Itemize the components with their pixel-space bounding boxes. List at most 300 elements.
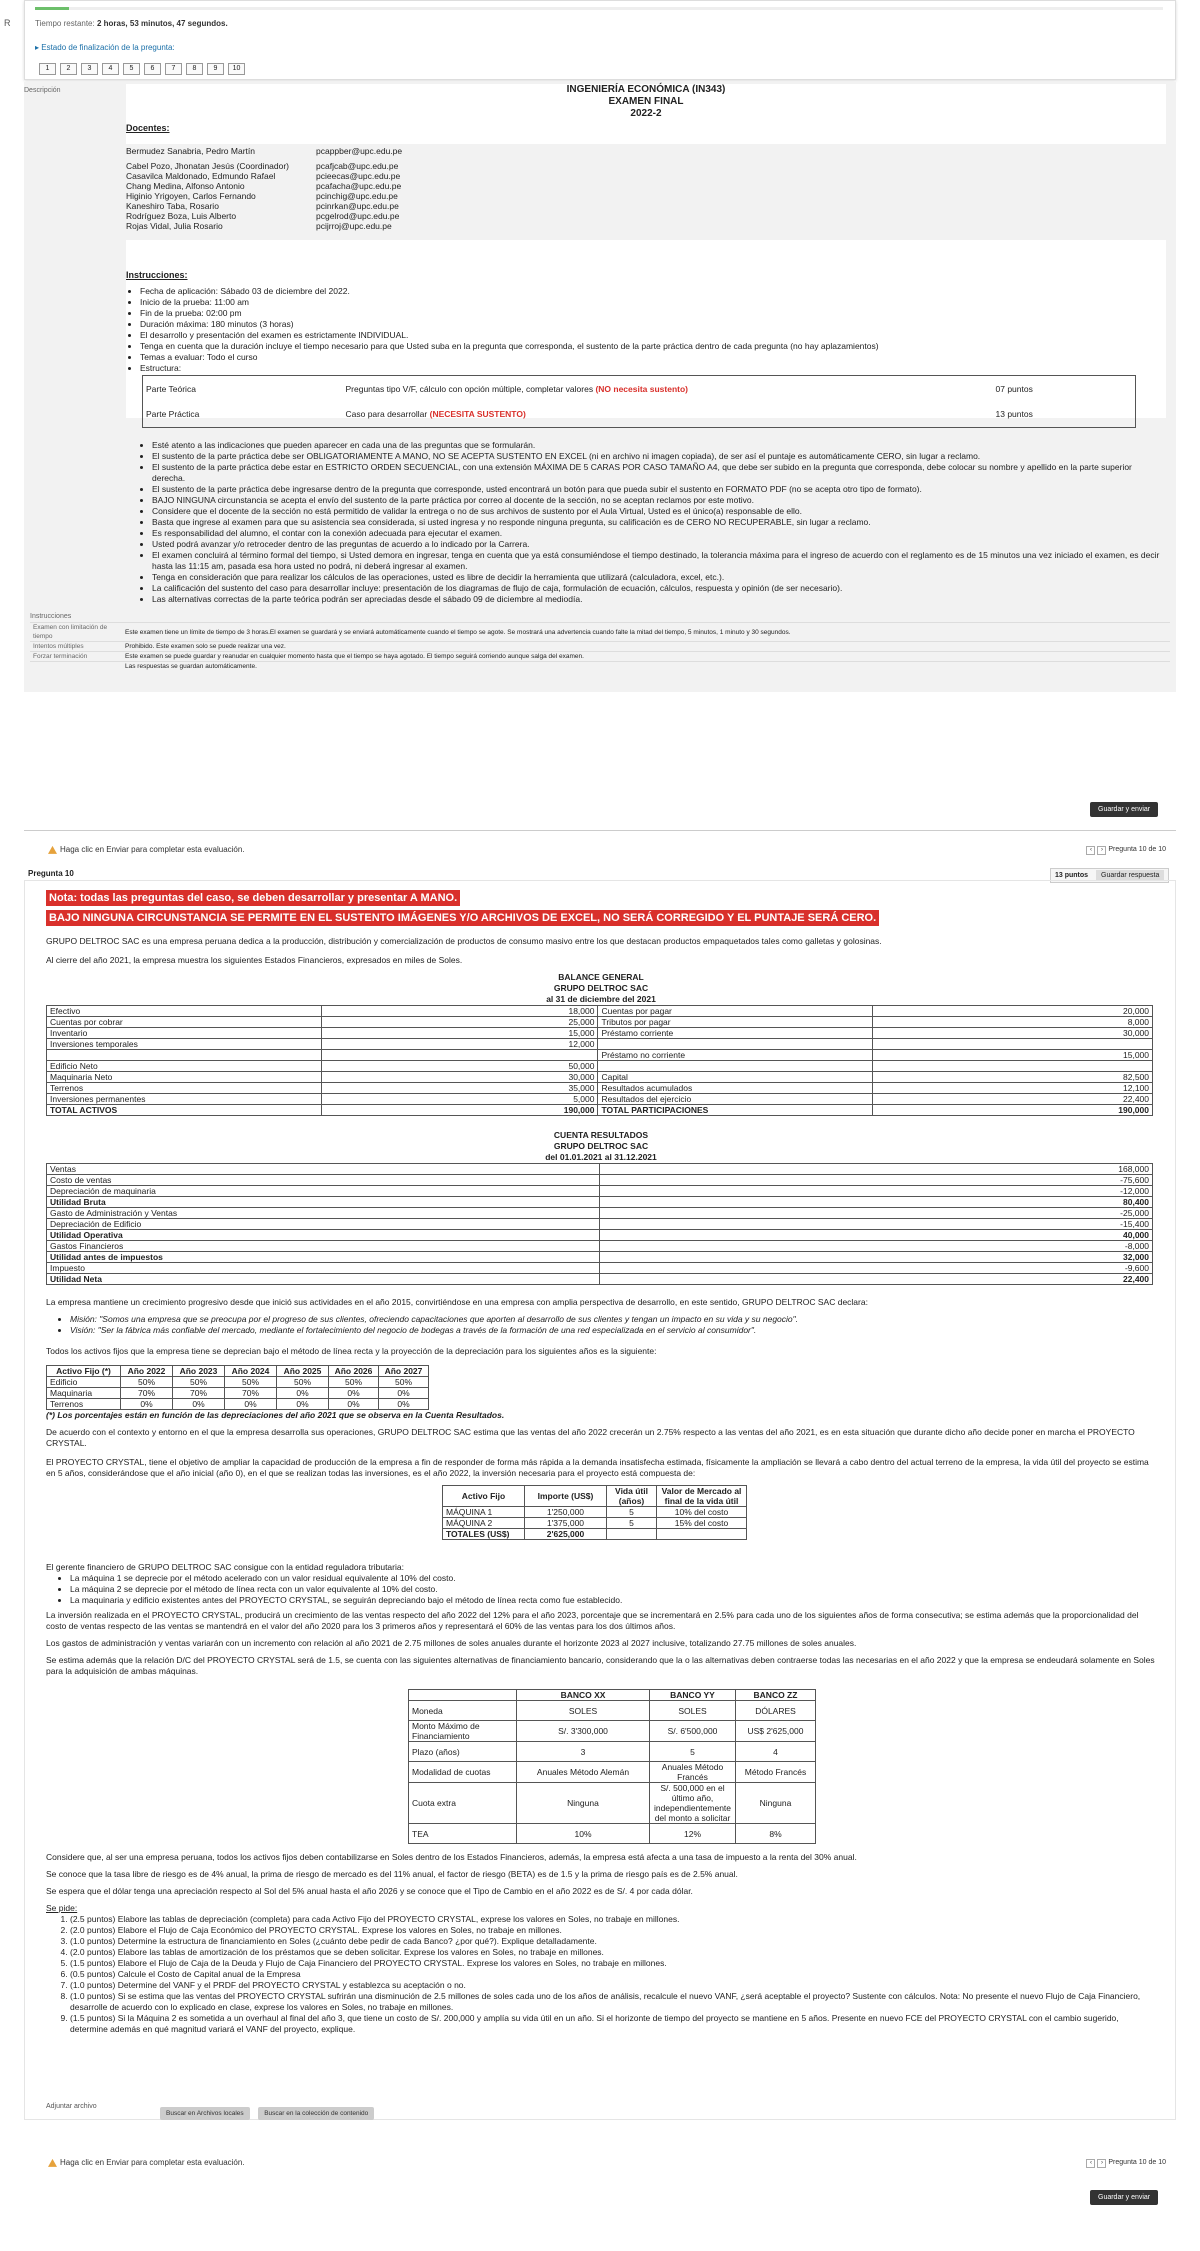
balance-cell: Inversiones temporales — [47, 1039, 322, 1050]
docente-row — [126, 161, 411, 171]
submit-notice-top — [48, 845, 245, 854]
browse-content-collection-button[interactable]: Buscar en la colección de contenido — [258, 2107, 374, 2120]
income-label: Impuesto — [47, 1263, 600, 1274]
depreciation-header: Año 2026 — [329, 1366, 379, 1377]
info-key: Intentos múltiples — [30, 642, 122, 652]
rule-item: • BAJO NINGUNA circunstancia se acepta el envío del sustento de la parte práctica por correo al docente de la sección, no se aceptan reclamos por este motivo. — [152, 495, 1166, 506]
intro-paragraph: GRUPO DELTROC SAC es una empresa peruana dedica a la producción, distribución y comercialización de productos de consumo masivo entre los que destacan productos empaquetados tales como galletas y golosinas. — [46, 936, 882, 946]
depreciation-header: Activo Fijo (*) — [47, 1366, 121, 1377]
info-table — [30, 622, 1170, 671]
bank-header — [409, 1690, 517, 1701]
structure-table — [142, 375, 1136, 428]
structure-part: Parte Práctica — [146, 409, 200, 420]
income-row — [47, 1219, 1153, 1230]
balance-cell: 12,000 — [321, 1039, 598, 1050]
docente-name: Cabel Pozo, Jhonatan Jesús (Coordinador) — [126, 161, 290, 171]
balance-cell: 50,000 — [321, 1061, 598, 1072]
fixed-asset-header-row — [443, 1486, 747, 1507]
bank-cell: Cuota extra — [409, 1783, 517, 1824]
bank-cell: 12% — [650, 1824, 736, 1844]
fixed-asset-cell: 1'250,000 — [525, 1507, 607, 1518]
balance-cell — [598, 1061, 873, 1072]
docentes-heading: Docentes: — [126, 123, 170, 133]
exam-header — [126, 84, 1166, 144]
question-nav-1[interactable]: 1 — [39, 63, 56, 75]
balance-row — [47, 1050, 1153, 1061]
bank-cell: Anuales Método Alemán — [517, 1762, 650, 1783]
depreciation-cell: 0% — [121, 1399, 173, 1410]
docente-name: Rojas Vidal, Julia Rosario — [126, 221, 223, 231]
tax-rate-paragraph: Considere que, al ser una empresa peruana, todos los activos fijos deben contabilizarse en Soles dentro de los Estados Financieros, además, la empresa está afecta a una tasa de impuesto a la renta del 30% anual. — [46, 1852, 857, 1862]
requirements-heading: Se pide: — [46, 1903, 78, 1913]
bank-cell: 3 — [517, 1742, 650, 1762]
requirement-item: 4. (2.0 puntos) Elabore las tablas de amortización de los préstamos que se deben solicitar. Exprese los valores en Soles, no trabaje en millones. — [70, 1947, 1156, 1958]
balance-cell: Inventario — [47, 1028, 322, 1039]
depreciation-table — [46, 1365, 429, 1410]
balance-cell: Cuentas por pagar — [598, 1006, 873, 1017]
bank-header: BANCO ZZ — [736, 1690, 816, 1701]
attach-file-label: Adjuntar archivo — [46, 2103, 97, 2110]
pager-text: Pregunta 10 de 10 — [1108, 846, 1166, 853]
structure-points: 07 puntos — [995, 383, 1033, 394]
fixed-asset-header: Valor de Mercado al final de la vida útil — [657, 1486, 747, 1507]
instruction-item: • El desarrollo y presentación del examen es estrictamente INDIVIDUAL. — [140, 330, 1166, 341]
bank-row — [409, 1701, 816, 1721]
balance-cell: 8,000 — [873, 1017, 1153, 1028]
docente-row — [126, 191, 411, 201]
bank-cell: Plazo (años) — [409, 1742, 517, 1762]
attach-buttons — [160, 2107, 380, 2120]
bank-cell: DÓLARES — [736, 1701, 816, 1721]
bank-row — [409, 1721, 816, 1742]
depreciation-header: Año 2027 — [379, 1366, 429, 1377]
rule-item: • Esté atento a las indicaciones que pueden aparecer en cada una de las preguntas que se formularán. — [152, 440, 1166, 451]
balance-cell — [321, 1050, 598, 1061]
balance-row — [47, 1094, 1153, 1105]
income-title — [46, 1130, 1156, 1163]
docente-row — [126, 211, 411, 221]
rule-item: • La calificación del sustento del caso para desarrollar incluye: presentación de los diagramas de flujo de caja, formulación de ecuación, cálculos, respuesta y opinión (de ser necesario). — [152, 583, 1166, 594]
income-label: Utilidad Neta — [47, 1274, 600, 1285]
time-remaining-label: Tiempo restante: — [35, 19, 95, 28]
requirements-list — [46, 1914, 1156, 2035]
question-nav-10[interactable]: 10 — [228, 63, 245, 75]
balance-cell: Maquinaria Neto — [47, 1072, 322, 1083]
depreciation-row — [47, 1388, 429, 1399]
depreciation-cell: 0% — [277, 1399, 329, 1410]
requirement-item: 8. (1.0 puntos) Si se estima que las ventas del PROYECTO CRYSTAL sufrirán una disminución de 2.5 millones de soles cada uno de los años de análisis, recalcule el nuevo VANF, ¿será aceptable el proyecto? Sustente con cálculos. Nota: No presente el nuevo Flujo de Caja Financiero, desarrolle de acuerdo con lo explicado en clase, exprese los valores en Soles, no trabaje en millones. — [70, 1991, 1156, 2013]
income-row — [47, 1263, 1153, 1274]
balance-table — [46, 1005, 1153, 1116]
time-remaining-value: 2 horas, 53 minutos, 47 segundos. — [96, 19, 228, 28]
income-value: -75,600 — [600, 1175, 1153, 1186]
fixed-assets-table — [442, 1485, 747, 1540]
structure-desc-text: Caso para desarrollar — [345, 409, 430, 420]
question-nav-5[interactable]: 5 — [123, 63, 140, 75]
prev-page-icon[interactable]: ‹ — [1086, 846, 1095, 855]
income-value: -15,400 — [600, 1219, 1153, 1230]
structure-desc-note: (NO necesita sustento) — [595, 383, 689, 394]
note-handwritten: Nota: todas las preguntas del caso, se deben desarrollar y presentar A MANO. — [46, 890, 460, 906]
balance-cell: 20,000 — [873, 1006, 1153, 1017]
bank-cell: Monto Máximo de Financiamiento — [409, 1721, 517, 1742]
depreciation-cell: 50% — [329, 1377, 379, 1388]
depreciation-row — [47, 1399, 429, 1410]
income-value: 80,400 — [600, 1197, 1153, 1208]
save-submit-button-bottom[interactable]: Guardar y enviar — [1090, 2190, 1158, 2205]
rule-item: • El examen concluirá al término formal del tiempo, si Usted demora en ingresar, tenga en cuenta que ya está consumiéndose el tiempo destinado, la tolerancia máxima para el ingreso de acuerdo con el reglamento es de 15 minutos una vez iniciado el examen, es decir hasta las 11:15 am, pasada esa hora usted no podrá, ni deberá ingresar al examen. — [152, 550, 1166, 572]
docente-row — [126, 171, 411, 181]
info-value: Las respuestas se guardan automáticamente. — [122, 662, 1170, 672]
fixed-asset-cell: MÁQUINA 1 — [443, 1507, 525, 1518]
bank-row — [409, 1742, 816, 1762]
depreciation-cell: 50% — [173, 1377, 225, 1388]
bank-cell: 5 — [650, 1742, 736, 1762]
income-value: -25,000 — [600, 1208, 1153, 1219]
income-value: -12,000 — [600, 1186, 1153, 1197]
structure-desc-text: Preguntas tipo V/F, cálculo con opción múltiple, completar valores — [345, 383, 596, 394]
growth-paragraph: La empresa mantiene un crecimiento progresivo desde que inició sus actividades en el año 2015, convirtiéndose en una empresa con amplia perspectiva de desarrollo, en este sentido, GRUPO DELTROC SAC declara: — [46, 1297, 868, 1307]
docente-row — [126, 181, 411, 191]
balance-cell — [873, 1061, 1153, 1072]
depreciation-header: Año 2022 — [121, 1366, 173, 1377]
requirement-item: 9. (1.5 puntos) Si la Máquina 2 es sometida a un overhaul al final del año 3, que tiene un costo de S/. 200,000 y amplía su vida útil en un año. Si el horizonte de tiempo del proyecto se mantiene en 5 años. Presente en nuevo FCE del PROYECTO CRYSTAL con el cambio sugerido, determine además en qué magnitud variará el VANF del proyecto, explique. — [70, 2013, 1156, 2035]
browse-local-files-button[interactable]: Buscar en Archivos locales — [160, 2107, 250, 2120]
fixed-asset-header: Importe (US$) — [525, 1486, 607, 1507]
title-line: al 31 de diciembre del 2021 — [546, 994, 656, 1004]
balance-cell — [47, 1050, 322, 1061]
fixed-asset-row — [443, 1518, 747, 1529]
completion-status-toggle[interactable]: ▸ Estado de finalización de la pregunta: — [35, 43, 175, 52]
financing-paragraph: Se estima además que la relación D/C del PROYECTO CRYSTAL será de 1.5, se cuenta con las siguientes alternativas de financiamiento bancario, considerando que la o las alternativas deben contraerse todas las necesarias en el año 2022 y que la empresa se endeudará solamente en Soles para la adquisición de ambas máquinas. — [46, 1655, 1155, 1676]
income-label: Gasto de Administración y Ventas — [47, 1208, 600, 1219]
question-body — [46, 890, 1156, 2035]
warning-icon — [48, 846, 57, 854]
time-progress-bar — [35, 7, 1163, 10]
bank-cell: US$ 2'625,000 — [736, 1721, 816, 1742]
question-nav-8[interactable]: 8 — [186, 63, 203, 75]
admin-expenses-paragraph: Los gastos de administración y ventas variarán con un incremento con relación al año 2021 de 2.75 millones de soles anuales durante el horizonte 2023 al 2027 inclusive, totalizando 27.75 millones de soles anuales. — [46, 1638, 857, 1648]
balance-cell: 190,000 — [873, 1105, 1153, 1116]
info-key: Examen con limitación de tiempo — [30, 623, 122, 642]
question-nav-7[interactable]: 7 — [165, 63, 182, 75]
title-line: GRUPO DELTROC SAC — [553, 1141, 649, 1151]
depreciation-header: Año 2023 — [173, 1366, 225, 1377]
tax-item: • La maquinaria y edificio existentes antes del PROYECTO CRYSTAL, se seguirán depreciando bajo el método de línea recta como fue establecido. — [70, 1595, 1156, 1606]
bank-header-row — [409, 1690, 816, 1701]
income-value: 168,000 — [600, 1164, 1153, 1175]
time-progress-fill — [35, 7, 69, 10]
tax-paragraph: El gerente financiero de GRUPO DELTROC SAC consigue con la entidad reguladora tributaria: — [46, 1562, 404, 1572]
balance-row — [47, 1105, 1153, 1116]
submit-notice-bottom — [48, 2158, 245, 2167]
docentes-list — [126, 146, 411, 231]
fixed-asset-cell: 15% del costo — [657, 1518, 747, 1529]
balance-cell: Inversiones permanentes — [47, 1094, 322, 1105]
rule-item: • El sustento de la parte práctica debe estar en ESTRICTO ORDEN SECUENCIAL, con una extensión MÁXIMA DE 5 CARAS POR CASO TAMAÑO A4, que debe ser subido en la pregunta que corresponda, debe colocar su nombre y apellido en la parte superior derecha. — [152, 462, 1166, 484]
info-key: Forzar terminación — [30, 652, 122, 662]
depreciation-cell: 0% — [329, 1388, 379, 1399]
depreciation-cell: 50% — [379, 1377, 429, 1388]
income-label: Depreciación de maquinaria — [47, 1186, 600, 1197]
balance-title — [46, 972, 1156, 1005]
depreciation-cell: 70% — [121, 1388, 173, 1399]
question-nav-4[interactable]: 4 — [102, 63, 119, 75]
bank-cell: S/. 500,000 en el último año, independientemente del monto a solicitar — [650, 1783, 736, 1824]
rule-item: • Tenga en consideración que para realizar los cálculos de las operaciones, usted es libre de decidir la herramienta que utilizará (calculadora, excel, etc.). — [152, 572, 1166, 583]
income-row — [47, 1175, 1153, 1186]
title-line: BALANCE GENERAL — [558, 972, 644, 982]
title-line: GRUPO DELTROC SAC — [553, 983, 649, 993]
balance-cell: Resultados del ejercicio — [598, 1094, 873, 1105]
balance-cell — [598, 1039, 873, 1050]
bank-table — [408, 1689, 816, 1844]
income-table — [46, 1163, 1153, 1285]
rule-item: • El sustento de la parte práctica debe ser OBLIGATORIAMENTE A MANO, NO SE ACEPTA SUSTENTO EN EXCEL (ni en archivo ni imagen copiada), de ser así el puntaje es automáticamente CERO, sin lugar a reclamo. — [152, 451, 1166, 462]
structure-table-wrap — [142, 375, 1136, 428]
balance-cell: Préstamo no corriente — [598, 1050, 873, 1061]
balance-cell: Préstamo corriente — [598, 1028, 873, 1039]
mission-vision-list — [56, 1314, 1156, 1336]
balance-cell: Cuentas por cobrar — [47, 1017, 322, 1028]
rule-item: • Usted podrá avanzar y/o retroceder dentro de las preguntas de acuerdo a lo indicado por la Carrera. — [152, 539, 1166, 550]
question-nav-9[interactable]: 9 — [207, 63, 224, 75]
fx-paragraph: Se espera que el dólar tenga una apreciación respecto al Sol del 5% anual hasta el año 2026 y se conoce que el Tipo de Cambio en el año 2022 es de S/. 4 por cada dólar. — [46, 1886, 693, 1896]
fixed-asset-header: Activo Fijo — [443, 1486, 525, 1507]
structure-desc-note: (NECESITA SUSTENTO) — [429, 409, 526, 420]
income-label: Ventas — [47, 1164, 600, 1175]
docente-name: Higinio Yrigoyen, Carlos Fernando — [126, 191, 256, 201]
window-edge-char: R — [4, 18, 11, 28]
bank-cell: Ninguna — [517, 1783, 650, 1824]
balance-row — [47, 1072, 1153, 1083]
balance-cell: Efectivo — [47, 1006, 322, 1017]
rule-item: • Es responsabilidad del alumno, el contar con la conexión adecuada para ejecutar el examen. — [152, 528, 1166, 539]
question-nav-3[interactable]: 3 — [81, 63, 98, 75]
income-row — [47, 1252, 1153, 1263]
docente-row — [126, 201, 411, 211]
income-label: Depreciación de Edificio — [47, 1219, 600, 1230]
exam-info — [30, 613, 1170, 671]
balance-cell: 25,000 — [321, 1017, 598, 1028]
instruction-item: • Fin de la prueba: 02:00 pm — [140, 308, 1166, 319]
balance-cell: 190,000 — [321, 1105, 598, 1116]
rule-item: • Considere que el docente de la sección no está permitido de validar la entrega o no de sus archivos de sustento por el Aula Virtual, Usted es el único(a) responsable de ello. — [152, 506, 1166, 517]
balance-cell: Terrenos — [47, 1083, 322, 1094]
instruction-item: • Inicio de la prueba: 11:00 am — [140, 297, 1166, 308]
pager-top — [1086, 846, 1166, 855]
docente-email: pcappber@upc.edu.pe — [316, 146, 403, 156]
info-row — [30, 662, 1170, 672]
fixed-asset-cell: 5 — [607, 1518, 657, 1529]
requirement-item: 5. (1.5 puntos) Elabore el Flujo de Caja de la Deuda y Flujo de Caja Financiero del PROYECTO CRYSTAL. Exprese los valores en Soles, no trabaje en millones. — [70, 1958, 1156, 1969]
requirement-item: 3. (1.0 puntos) Determine la estructura de financiamiento en Soles (¿cuánto debe pedir de cada Banco? ¿por qué?). Explique detalladamente. — [70, 1936, 1156, 1947]
depreciation-cell: 50% — [277, 1377, 329, 1388]
fixed-asset-row — [443, 1529, 747, 1540]
submit-notice-text: Haga clic en Enviar para completar esta evaluación. — [60, 845, 245, 854]
structure-row — [143, 376, 1136, 402]
exam-course-title: INGENIERÍA ECONÓMICA (IN343) — [566, 84, 726, 95]
income-value: -9,600 — [600, 1263, 1153, 1274]
tax-item: • La máquina 1 se deprecie por el método acelerado con un valor residual equivalente al 10% del costo. — [70, 1573, 1156, 1584]
depreciation-cell: 50% — [225, 1377, 277, 1388]
instruction-item: • Tenga en cuenta que la duración incluye el tiempo necesario para que Usted suba en la pregunta que corresponda, el sustento de la parte práctica dentro de cada pregunta (no hay aplazamientos) — [140, 341, 1166, 352]
depreciation-cell: 0% — [379, 1388, 429, 1399]
divider-top — [24, 830, 1176, 831]
income-label: Gastos Financieros — [47, 1241, 600, 1252]
balance-cell: TOTAL PARTICIPACIONES — [598, 1105, 873, 1116]
income-row — [47, 1230, 1153, 1241]
income-row — [47, 1197, 1153, 1208]
docente-name: Kaneshiro Taba, Rosario — [126, 201, 219, 211]
income-label: Costo de ventas — [47, 1175, 600, 1186]
balance-cell: TOTAL ACTIVOS — [47, 1105, 322, 1116]
requirement-item: 7. (1.0 puntos) Determine del VANF y el PRDF del PROYECTO CRYSTAL y establezca su aceptación o no. — [70, 1980, 1156, 1991]
balance-row — [47, 1006, 1153, 1017]
balance-cell: Resultados acumulados — [598, 1083, 873, 1094]
income-value: -8,000 — [600, 1241, 1153, 1252]
structure-desc — [343, 402, 993, 428]
docente-email: pcinrkan@upc.edu.pe — [316, 201, 399, 211]
docente-email: pcieecas@upc.edu.pe — [316, 171, 401, 181]
bank-cell: Método Francés — [736, 1762, 816, 1783]
income-label: Utilidad Bruta — [47, 1197, 600, 1208]
structure-row — [143, 402, 1136, 428]
income-row — [47, 1208, 1153, 1219]
pager-bottom — [1086, 2159, 1166, 2168]
docente-name: Chang Medina, Alfonso Antonio — [126, 181, 245, 191]
balance-cell: 12,100 — [873, 1083, 1153, 1094]
income-label: Utilidad Operativa — [47, 1230, 600, 1241]
balance-cell — [873, 1039, 1153, 1050]
depreciation-cell: 0% — [277, 1388, 329, 1399]
bank-cell: S/. 6'500,000 — [650, 1721, 736, 1742]
bank-header: BANCO YY — [650, 1690, 736, 1701]
submit-notice-text-bottom: Haga clic en Enviar para completar esta evaluación. — [60, 2158, 245, 2167]
income-value: 32,000 — [600, 1252, 1153, 1263]
info-header: Instrucciones — [30, 613, 72, 620]
bank-cell: S/. 3'300,000 — [517, 1721, 650, 1742]
bank-cell: Moneda — [409, 1701, 517, 1721]
balance-cell: 30,000 — [321, 1072, 598, 1083]
fixed-asset-cell: MÁQUINA 2 — [443, 1518, 525, 1529]
balance-cell: Edificio Neto — [47, 1061, 322, 1072]
fixed-asset-header: Vida útil (años) — [607, 1486, 657, 1507]
balance-cell: 35,000 — [321, 1083, 598, 1094]
save-answer-button[interactable]: Guardar respuesta — [1096, 870, 1164, 881]
docente-row — [126, 221, 411, 231]
structure-points: 13 puntos — [995, 409, 1033, 420]
info-value: Este examen se puede guardar y reanudar en cualquier momento hasta que el tiempo se haya agotado. El tiempo seguirá corriendo aunque salga del examen. — [122, 652, 1170, 662]
balance-row — [47, 1039, 1153, 1050]
fixed-asset-cell: 10% del costo — [657, 1507, 747, 1518]
bank-row — [409, 1762, 816, 1783]
info-row — [30, 623, 1170, 642]
fixed-asset-cell: 2'625,000 — [525, 1529, 607, 1540]
income-value: 40,000 — [600, 1230, 1153, 1241]
info-value: Prohibido. Este examen solo se puede realizar una vez. — [122, 642, 1170, 652]
question-nav-2[interactable]: 2 — [60, 63, 77, 75]
bank-cell: TEA — [409, 1824, 517, 1844]
docente-row — [126, 146, 411, 156]
bank-row — [409, 1824, 816, 1844]
pager-text-bottom: Pregunta 10 de 10 — [1108, 2159, 1166, 2166]
rule-item: • Basta que ingrese al examen para que su asistencia sea considerada, si usted ingresa y no responde ninguna pregunta, su calificación es de CERO NO RECUPERABLE, sin lugar a reclamo. — [152, 517, 1166, 528]
docente-name: Bermudez Sanabria, Pedro Martín — [126, 146, 255, 156]
rules-block — [126, 440, 1166, 605]
structure-part: Parte Teórica — [146, 383, 196, 394]
exam-type-title: EXAMEN FINAL — [608, 96, 684, 107]
balance-cell: 15,000 — [873, 1050, 1153, 1061]
bank-cell: SOLES — [650, 1701, 736, 1721]
question-nav-6[interactable]: 6 — [144, 63, 161, 75]
title-line: CUENTA RESULTADOS — [553, 1130, 649, 1140]
docente-email: pcgelrod@upc.edu.pe — [316, 211, 400, 221]
bank-cell: Modalidad de cuotas — [409, 1762, 517, 1783]
info-row — [30, 652, 1170, 662]
structure-desc — [343, 376, 993, 402]
bank-cell: Anuales Método Francés — [650, 1762, 736, 1783]
depreciation-cell: 0% — [225, 1399, 277, 1410]
docente-email: pcafacha@upc.edu.pe — [316, 181, 402, 191]
prev-page-icon-bottom[interactable]: ‹ — [1086, 2159, 1095, 2168]
balance-row — [47, 1061, 1153, 1072]
depreciation-cell: Terrenos — [47, 1399, 121, 1410]
instruction-item: • Temas a evaluar: Todo el curso — [140, 352, 1166, 363]
next-page-icon-bottom[interactable]: › — [1097, 2159, 1106, 2168]
depreciation-intro: Todos los activos fijos que la empresa tiene se deprecian bajo el método de línea recta y la proyección de la depreciación para los siguientes años es la siguiente: — [46, 1346, 657, 1356]
tax-list — [56, 1573, 1156, 1606]
depreciation-cell: 70% — [173, 1388, 225, 1399]
rule-item: • Las alternativas correctas de la parte teórica podrán ser apreciadas desde el sábado 09 de diciembre al mediodía. — [152, 594, 1166, 605]
instruction-item: • Estructura: — [140, 363, 1166, 374]
fixed-asset-cell: 5 — [607, 1507, 657, 1518]
depreciation-cell: 0% — [329, 1399, 379, 1410]
balance-cell: 22,400 — [873, 1094, 1153, 1105]
depreciation-header: Año 2024 — [225, 1366, 277, 1377]
requirement-item: 6. (0.5 puntos) Calcule el Costo de Capital anual de la Empresa — [70, 1969, 1156, 1980]
depreciation-cell: 0% — [379, 1399, 429, 1410]
note-no-excel: BAJO NINGUNA CIRCUNSTANCIA SE PERMITE EN EL SUSTENTO IMÁGENES Y/O ARCHIVOS DE EXCEL, NO SERÁ CORREGIDO Y EL PUNTAJE SERÁ CERO. — [46, 910, 879, 926]
balance-cell: 30,000 — [873, 1028, 1153, 1039]
income-row — [47, 1241, 1153, 1252]
fixed-asset-row — [443, 1507, 747, 1518]
rule-item: • El sustento de la parte práctica debe ingresarse dentro de la pregunta que corresponde, usted encontrará un botón para que pueda subir el sustento en FORMATO PDF (no se acepta otro tipo de formato). — [152, 484, 1166, 495]
description-label: Descripción — [24, 87, 61, 94]
vision-text: • Visión: "Ser la fábrica más confiable del mercado, mediante el fortalecimiento del negocio de bodegas a través de la formación de una red especializada en el servicio al consumidor". — [70, 1325, 1156, 1336]
info-value: Este examen tiene un límite de tiempo de 3 horas.El examen se guardará y se enviará automáticamente cuando el tiempo se agote. Se mostrará una advertencia cuando falte la mitad del tiempo, 5 minutos, 1 minuto y 30 segundos. — [122, 623, 1170, 642]
question-label: Pregunta 10 — [28, 869, 74, 878]
exam-term-title: 2022-2 — [630, 108, 662, 119]
exam-status-bar — [24, 0, 1176, 80]
tax-item: • La máquina 2 se deprecie por el método de línea recta con un valor equivalente al 10% del costo. — [70, 1584, 1156, 1595]
mission-text: • Misión: "Somos una empresa que se preocupa por el progreso de sus clientes, ofreciendo capacitaciones que aporten al desarrollo de sus clientes y tengan un impacto en su vida y su negocio". — [70, 1314, 1156, 1325]
income-row — [47, 1164, 1153, 1175]
balance-row — [47, 1083, 1153, 1094]
save-submit-button-top[interactable]: Guardar y enviar — [1090, 802, 1158, 817]
sales-paragraph: De acuerdo con el contexto y entorno en el que la empresa desarrolla sus operaciones, GRUPO DELTROC SAC estima que las ventas del año 2022 crecerán un 2.75% respecto a las ventas del año 2021, es en esta situación que durante dicho año decide poner en marcha el PROYECTO CRYSTAL. — [46, 1427, 1135, 1448]
completion-status-label: Estado de finalización de la pregunta: — [41, 43, 175, 52]
docente-email: pcijrroj@upc.edu.pe — [316, 221, 392, 231]
info-key — [30, 662, 122, 672]
rules-list — [126, 440, 1166, 605]
balance-cell: Tributos por pagar — [598, 1017, 873, 1028]
docente-name: Rodríguez Boza, Luis Alberto — [126, 211, 237, 221]
income-value: 22,400 — [600, 1274, 1153, 1285]
bank-cell: 10% — [517, 1824, 650, 1844]
next-page-icon[interactable]: › — [1097, 846, 1106, 855]
depreciation-cell: 70% — [225, 1388, 277, 1399]
